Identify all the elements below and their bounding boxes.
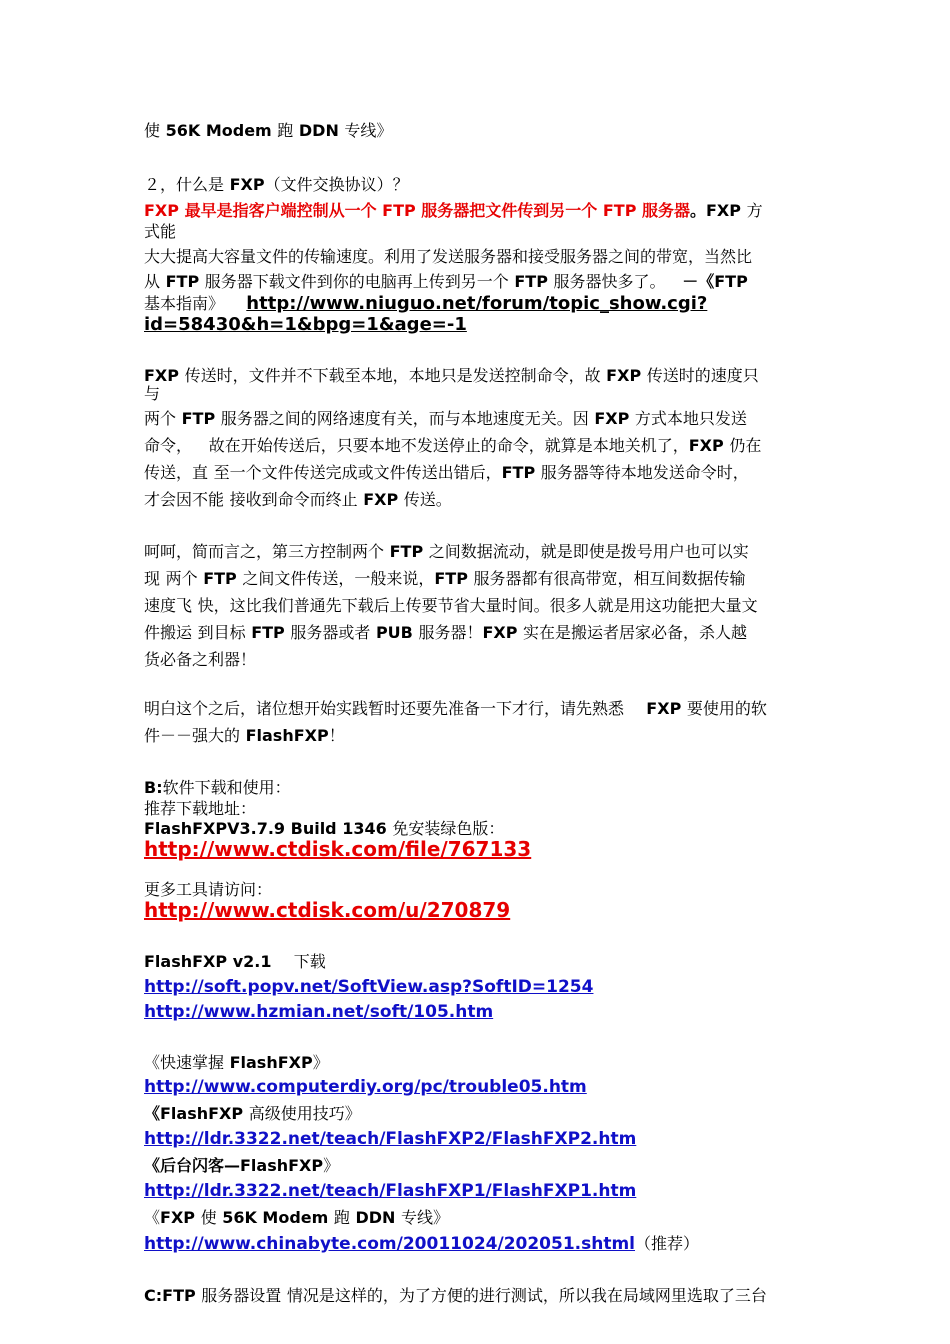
text: 故在开始传送后，只要本地不发送停止的命令，就算是本地关机了， [208,436,689,455]
text: C:FTP [144,1286,196,1305]
summary-line-2 [144,569,746,589]
prepare-line-1 [144,699,767,719]
text: ！ [328,726,345,745]
forum-link[interactable]: http://www.niuguo.net/forum/topic_show.cgi? [246,293,708,314]
text: 才会因不能 [144,490,225,509]
summary-line-1 [144,542,749,562]
text: 速度飞 [144,596,193,615]
text: FTP [251,623,285,642]
recommended-note: （推荐） [635,1234,700,1253]
text: 使 [144,121,161,140]
text: 传送，直 [144,463,209,482]
text: 服务器都有很高带宽，相互间数据传输 [473,569,746,588]
fxp-definition-line-2: 式能 [144,222,177,241]
text: 基本指南》 [144,294,225,313]
text: 《 [144,1208,161,1227]
text: 。FXP [690,201,741,220]
text: 接收到命令而终止 [229,490,358,509]
transfer-line-4 [144,436,761,456]
ctdisk-user-link[interactable]: http://www.ctdisk.com/u/270879 [144,898,511,922]
article-link-4[interactable]: http://www.chinabyte.com/20011024/202051.shtml [144,1234,636,1254]
flashfxp-download-heading [144,952,326,972]
transfer-line-5 [144,463,749,483]
article-link-1[interactable]: http://www.computerdiy.org/pc/trouble05.htm [144,1077,587,1097]
text: 现 [144,569,161,588]
section-b-heading [144,778,291,798]
text: 服务器快多了。 [553,272,666,291]
more-tools-label: 更多工具请访问： [144,880,273,899]
transfer-line-1 [144,366,759,386]
text: ２，什么是 [144,175,225,194]
text: 《后台闪客—FlashFXP [144,1156,324,1175]
fxp-article-tail [144,121,392,141]
transfer-line-2: 与 [144,384,161,403]
fxp-definition-line-1 [144,201,763,221]
text: FlashFXP v2.1 [144,952,272,971]
text: 高级使用技巧 [248,1104,345,1123]
text: 从 [144,272,161,291]
text: 服务器等待本地发送命令时， [540,463,749,482]
text: 到目标 [197,623,246,642]
text: 两个 [165,569,198,588]
text: 明白这个之后，诸位想开始实践暂时还要先准备一下才行，请先熟悉 [144,699,625,718]
article-title-4 [144,1208,449,1228]
article-link-3[interactable]: http://ldr.3322.net/teach/FlashFXP1/FlashFXP1.htm [144,1181,637,1201]
text: FTP [389,542,424,561]
question-heading [144,175,409,195]
text: 快，这比我们普通先下载后上传要节省大量时间。很多人就是用这功能把大量文 [197,596,758,615]
text: 服务器设置 [201,1286,282,1305]
transfer-line-3 [144,409,747,429]
text: B: [144,778,163,797]
text: FXP [594,409,630,428]
text: 要使用的软 [686,699,767,718]
highlighted-text: FXP 最早是指客户端控制从一个 FTP 服务器把文件传到另一个 FTP 服务器 [144,201,690,220]
section-c-line [144,1286,767,1306]
text: FTP [181,409,216,428]
text: 仍在 [729,436,762,455]
text: 传送时的速度只 [646,366,759,385]
fxp-definition-line-5 [144,294,707,314]
text: 方 [746,201,763,220]
text: （文件交换协议）？ [264,175,409,194]
text: 件搬运 [144,623,193,642]
article-title-2 [144,1104,361,1124]
text: FXP [229,175,265,194]
text: FlashFXP [229,1053,313,1072]
text: 》 [323,1156,340,1175]
summary-line-4 [144,623,747,643]
forum-link-continued[interactable]: id=58430&h=1&bpg=1&age=-1 [144,314,467,335]
text: FXP [482,623,518,642]
text: FXP [606,366,642,385]
ctdisk-file-link[interactable]: http://www.ctdisk.com/file/767133 [144,837,532,861]
text: 呵呵，简而言之，第三方控制两个 [144,542,385,561]
text: 服务器！ [418,623,483,642]
text: FTP [203,569,237,588]
hzmian-download-link[interactable]: http://www.hzmian.net/soft/105.htm [144,1002,494,1022]
text: FTP [514,272,548,291]
prepare-line-2 [144,726,345,746]
summary-line-3 [144,596,758,616]
text: 命令， [144,436,193,455]
version-line [144,819,504,839]
transfer-line-6 [144,490,452,510]
text: DDN [355,1208,396,1227]
text: 服务器之间的网络速度有关，而与本地速度无关。因 [220,409,589,428]
text: FXP [688,436,724,455]
text: DDN [298,121,339,140]
text: 专线》 [344,121,393,140]
text: 56K Modem [165,121,272,140]
recommend-label: 推荐下载地址： [144,799,257,818]
text: 方式本地只发送 [634,409,747,428]
text: 专线》 [401,1208,450,1227]
text: FXP [160,1208,196,1227]
text: FXP [646,699,682,718]
text: 使 [200,1208,217,1227]
text: 传送。 [403,490,452,509]
text: 《FlashFXP [144,1104,244,1123]
text: 《快速掌握 [144,1053,225,1072]
article-title-1 [144,1053,329,1073]
text: 之间文件传送，一般来说， [242,569,435,588]
article-link-4-line [144,1234,699,1254]
text: 情况是这样的，为了方便的进行测试，所以我在局域网里选取了三台 [286,1286,767,1305]
text: FTP [165,272,200,291]
article-link-2[interactable]: http://ldr.3322.net/teach/FlashFXP2/FlashFXP2.htm [144,1129,637,1149]
text: 两个 [144,409,177,428]
text: 传送时，文件并不下载至本地，本地只是发送控制命令，故 [184,366,601,385]
text: FXP [144,366,179,385]
text: FXP [363,490,399,509]
text: 至一个文件传送完成或文件传送出错后， [213,463,502,482]
text: PUB [375,623,413,642]
text: 服务器或者 [290,623,371,642]
text: 实在是搬运者居家必备，杀人越 [523,623,748,642]
text: 》 [312,1053,329,1072]
fxp-definition-line-3: 大大提高大容量文件的传输速度。利用了发送服务器和接受服务器之间的带宽，当然比 [144,247,753,266]
text: 跑 [333,1208,350,1227]
text: 》 [344,1104,361,1123]
text: －《FTP [682,272,748,291]
fxp-definition-line-4 [144,272,748,292]
text: 跑 [277,121,294,140]
text: 之间数据流动，就是即使是拨号用户也可以实 [428,542,749,561]
text: FlashFXP [245,726,329,745]
text: FlashFXPV3.7.9 Build 1346 [144,819,387,838]
text: 软件下载和使用： [162,778,291,797]
text: 服务器下载文件到你的电脑再上传到另一个 [204,272,509,291]
text: 56K Modem [222,1208,329,1227]
summary-line-5: 货必备之利器！ [144,650,257,669]
text: 免安装绿色版： [392,819,505,838]
article-title-3 [144,1156,339,1176]
text: 下载 [293,952,326,971]
popv-download-link[interactable]: http://soft.popv.net/SoftView.asp?SoftID=1254 [144,977,594,997]
text: FTP [501,463,536,482]
text: 件－－强大的 [144,726,241,745]
text: FTP [434,569,468,588]
